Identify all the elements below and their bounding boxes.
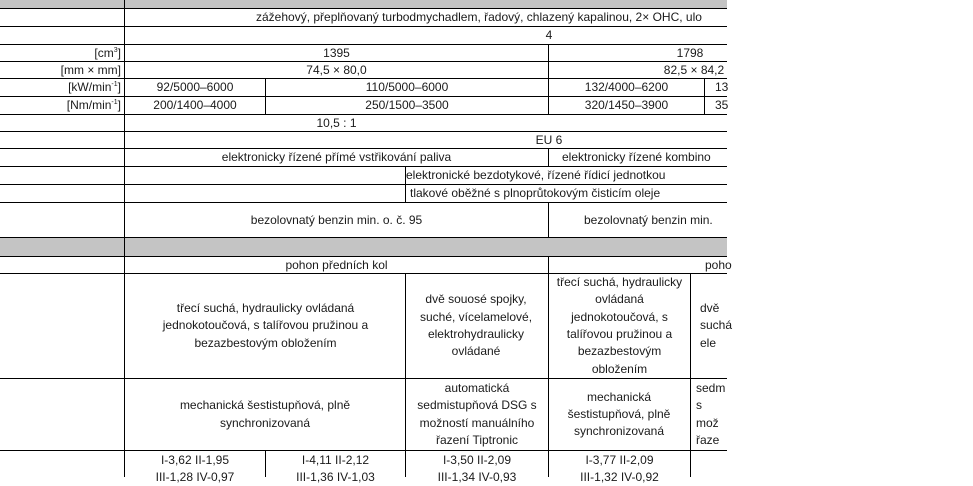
clutch-value-2: dvě souosé spojky, suché, vícelamelové, elektrohydraulicky ovládané xyxy=(419,292,533,359)
gear-ratios-3-line-1: I-3,50 II-2,09 xyxy=(442,452,512,467)
fuel-value-2: bezolovnatý benzin min. xyxy=(584,212,713,227)
emission-standard-value: EU 6 xyxy=(535,132,563,147)
max-power-value-1: 92/5000–6000 xyxy=(156,80,234,94)
clutch-value-4: dvě suchá ele xyxy=(700,301,733,350)
drive-value-1: pohon předních kol xyxy=(285,257,388,272)
max-power-value-4: 13 xyxy=(715,80,729,94)
bore-stroke-value-2: 82,5 × 84,2 xyxy=(663,62,725,77)
gear-ratios-1-line-1: I-3,62 II-1,95 xyxy=(160,452,230,467)
displacement-unit: $[cm^3]$ xyxy=(94,45,121,60)
clutch-value-3: třecí suchá, hydraulicky ovládaná jednokotoučová, s talířovou pružinou a bezazbestovým obložením xyxy=(556,275,683,376)
max-torque-value-1: 200/1400–4000 xyxy=(153,98,237,112)
max-power-value-2: 110/5000–6000 xyxy=(365,80,449,94)
cylinders-value: 4 xyxy=(545,28,553,42)
bore-stroke-unit: [mm × mm] xyxy=(60,62,121,77)
gear-ratios-1-line-2: III-1,28 IV-0,97 xyxy=(155,469,235,484)
max-torque-unit: $[Nm/\min^{-1}]$ xyxy=(66,98,121,112)
max-torque-value-2: 250/1500–3500 xyxy=(365,98,449,112)
gear-ratios-2-line-2: III-1,36 IV-1,03 xyxy=(296,469,375,484)
max-torque-value-3: 320/1450–3900 xyxy=(584,98,669,112)
section-header-band-transmission xyxy=(0,238,727,256)
gear-ratios-4-line-2: III-1,32 IV-0,92 xyxy=(580,469,659,484)
gear-ratios-2-line-1: I-4,11 II-2,12 xyxy=(301,452,370,467)
drive-value-2: poho xyxy=(705,257,732,272)
gear-ratios-3-line-2: III-1,34 IV-0,93 xyxy=(437,469,517,484)
gearbox-value-2: automatická sedmistupňová DSG s možností manuálního řazení Tiptronic xyxy=(417,380,537,447)
fuel-value-1: bezolovnatý benzin min. o. č. 95 xyxy=(250,212,423,227)
gearbox-value-1: mechanická šestistupňová, plně synchronizovaná xyxy=(179,398,351,430)
compression-ratio-value: 10,5 : 1 xyxy=(316,115,357,130)
clutch-value-1: třecí suchá, hydraulicky ovládaná jednokotoučová, s talířovou pružinou a bezazbestovým obložením xyxy=(162,301,369,350)
max-torque-value-4: 35 xyxy=(715,98,729,112)
displacement-value-1: 1395 xyxy=(323,45,350,60)
ignition-value: elektronické bezdotykové, řízené řídicí jednotkou xyxy=(406,168,666,182)
fuel-injection-value-1: elektronicky řízené přímé vstřikování paliva xyxy=(221,150,452,164)
max-power-value-3: 132/4000–6200 xyxy=(584,80,669,94)
fuel-injection-value-2: elektronicky řízené kombino xyxy=(562,150,711,164)
displacement-value-2: 1798 xyxy=(676,45,704,60)
gearbox-value-4: sedm s mož řaze xyxy=(696,380,726,447)
lubrication-value: tlakové oběžné s plnoprůtokovým čisticím oleje xyxy=(410,186,661,200)
gear-ratios-4-line-1: I-3,77 II-2,09 xyxy=(585,452,654,467)
bore-stroke-value-1: 74,5 × 80,0 xyxy=(306,62,367,77)
max-power-unit: $[kW/\min^{-1}]$ xyxy=(68,80,121,94)
section-header-band-engine xyxy=(0,0,727,8)
gearbox-value-3: mechanická šestistupňová, plně synchronizovaná xyxy=(567,389,671,439)
engine-type-value: zážehový, přeplňovaný turbodmychadlem, řadový, chlazený kapalinou, 2× OHC, ulo xyxy=(256,10,702,24)
